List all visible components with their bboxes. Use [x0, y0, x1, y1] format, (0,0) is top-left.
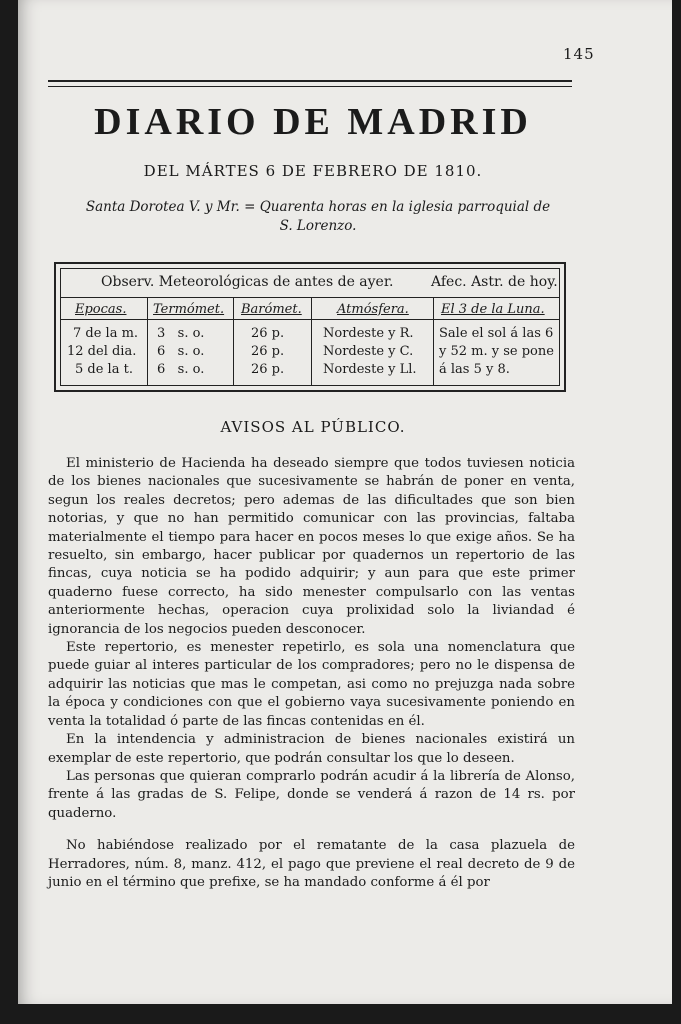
weather-divider	[61, 297, 559, 298]
column-divider	[147, 297, 148, 385]
header-termometro: Termómet.	[153, 302, 225, 317]
saints-of-day: Santa Dorotea V. y Mr. = Quarenta horas en la iglesia parroquial de S. Lorenzo.	[85, 199, 551, 234]
row-atmosphere: Nordeste y C.	[323, 344, 414, 359]
weather-title: Observ. Meteorológicas de antes de ayer.	[101, 274, 394, 290]
header-atmosfera: Atmósfera.	[337, 302, 409, 317]
header-luna: El 3 de la Luna.	[441, 302, 545, 317]
article-paragraph: Este repertorio, es menester repetirlo, es sola una nomenclatura que puede guiar al interes particular de los compradores; pero no le dispensa de adquirir las noticias que mas le competan, asi como no prejuzga nada sobre la época y condiciones con que el gobierno vaya sucesivamente poniendo en venta la totalidad ó parte de las fincas contenidas en él.	[48, 640, 575, 729]
row-thermometer: 6 s. o.	[157, 362, 205, 377]
article-paragraph: No habiéndose realizado por el rematante de la casa plazuela de Herradores, núm. 8, manz. 412, el pago que previene el real decreto de 9 de junio en el término que prefixe, se ha mandado conforme á él por	[48, 838, 575, 890]
top-rule	[48, 80, 572, 82]
row-barometer: 26 p.	[251, 362, 285, 377]
astro-line: y 52 m. y se pone	[439, 344, 554, 359]
row-time: 7 de la m.	[73, 326, 139, 341]
astro-title: Afec. Astr. de hoy.	[431, 274, 558, 290]
date-line: DEL MÁRTES 6 DE FEBRERO DE 1810.	[143, 162, 483, 180]
row-time: 5 de la t.	[75, 362, 133, 377]
top-rule-thin	[48, 86, 572, 87]
astro-line: Sale el sol á las 6	[439, 326, 554, 341]
article-body	[48, 455, 575, 892]
column-divider	[311, 297, 312, 385]
weather-table	[54, 262, 566, 392]
row-atmosphere: Nordeste y R.	[323, 326, 414, 341]
article-paragraph: En la intendencia y administracion de bienes nacionales existirá un exemplar de este repertorio, que podrán consultar los que lo deseen.	[48, 732, 575, 766]
header-epocas: Epocas.	[75, 302, 127, 317]
row-atmosphere: Nordeste y Ll.	[323, 362, 417, 377]
newspaper-page	[18, 0, 672, 1004]
weather-header-divider	[61, 319, 559, 320]
section-title: AVISOS AL PÚBLICO.	[220, 418, 406, 436]
astro-line: á las 5 y 8.	[439, 362, 510, 377]
header-barometro: Barómet.	[241, 302, 302, 317]
row-time: 12 del dia.	[67, 344, 137, 359]
column-divider	[233, 297, 234, 385]
row-barometer: 26 p.	[251, 344, 285, 359]
column-divider	[433, 297, 434, 385]
page-number: 145	[563, 45, 595, 63]
article-paragraph: Las personas que quieran comprarlo podrán acudir á la librería de Alonso, frente á las gradas de S. Felipe, donde se venderá á razon de 14 rs. por quaderno.	[48, 768, 575, 821]
row-thermometer: 6 s. o.	[157, 344, 205, 359]
weather-table-inner	[60, 268, 560, 386]
article-paragraph: El ministerio de Hacienda ha deseado siempre que todos tuviesen noticia de los bienes nacionales que sucesivamente se habrán de poner en venta, segun los reales decretos; pero ademas de las dificultades que son bien notorias, y que no han permitido comunicar con las provincias, faltaba materialmente el tiempo para hacer en pocos meses lo que exige años. Se ha resuelto, sin embargo, hacer publicar por quadernos un repertorio de las fincas, cuya noticia se ha podido adquirir; y aun para que este primer quaderno fuese correcto, ha sido menester compulsarlo con las ventas anteriormente hechas, operacion cuya prolixidad solo la liviandad é ignorancia de los negocios pueden desconocer.	[48, 456, 575, 637]
row-barometer: 26 p.	[251, 326, 285, 341]
row-thermometer: 3 s. o.	[157, 326, 205, 341]
masthead-title: DIARIO DE MADRID	[94, 101, 532, 143]
